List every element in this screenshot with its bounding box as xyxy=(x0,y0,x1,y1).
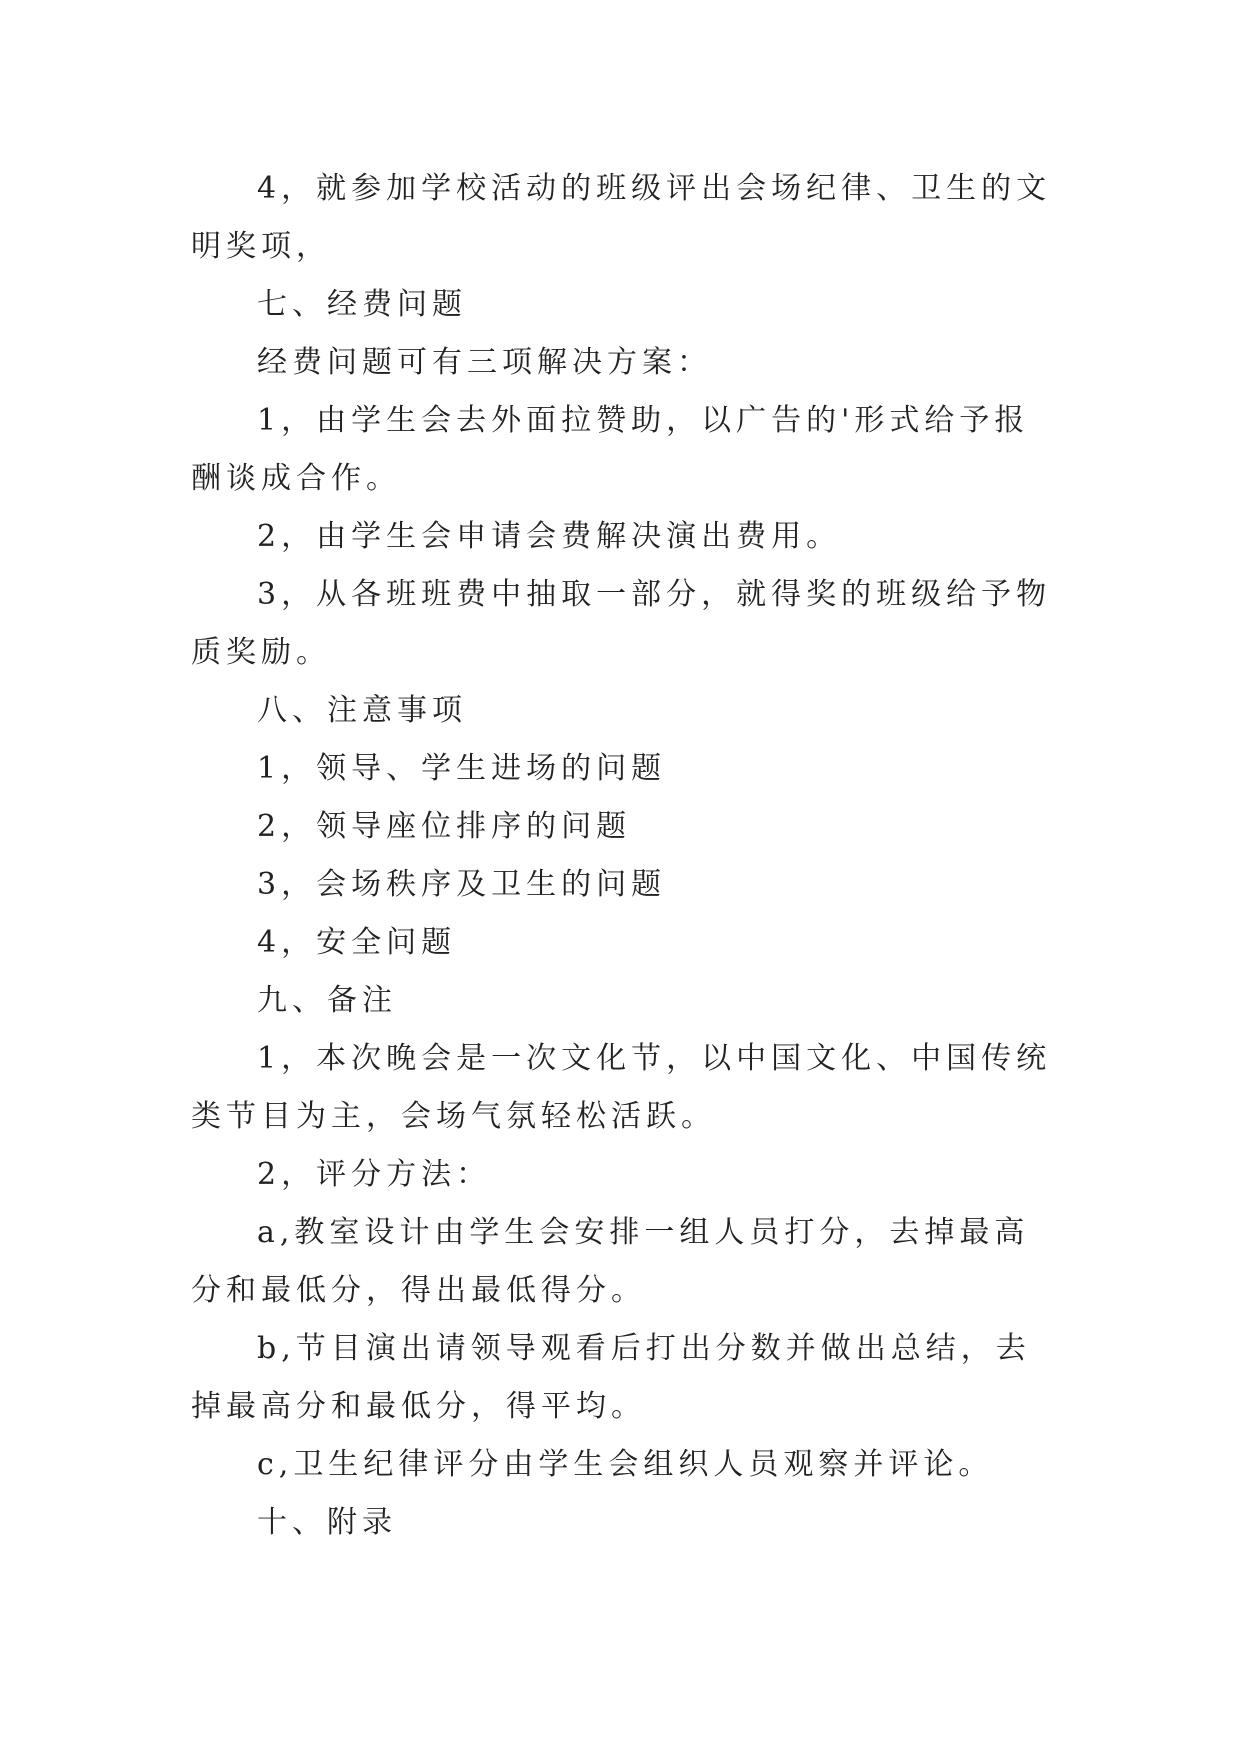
paragraph-item-4-awards: 4，就参加学校活动的班级评出会场纪律、卫生的文明奖项， xyxy=(191,171,1052,264)
paragraph-notes-item-2: 2，领导座位排序的问题 xyxy=(257,809,632,844)
paragraph-remarks-item-1: 1，本次晚会是一次文化节，以中国文化、中国传统类节目为主，会场气氛轻松活跃。 xyxy=(191,1041,1052,1134)
paragraph-funding-option-3: 3，从各班班费中抽取一部分，就得奖的班级给予物质奖励。 xyxy=(191,577,1052,670)
paragraph-funding-option-2: 2，由学生会申请会费解决演出费用。 xyxy=(257,519,842,554)
paragraph-notes-item-1: 1，领导、学生进场的问题 xyxy=(257,751,667,786)
section-heading-remarks: 九、备注 xyxy=(257,983,397,1018)
paragraph-scoring-c: c,卫生纪律评分由学生会组织人员观察并评论。 xyxy=(257,1447,994,1482)
paragraph-scoring-b: b,节目演出请领导观看后打出分数并做出总结，去掉最高分和最低分，得平均。 xyxy=(191,1331,1031,1424)
paragraph-scoring-a: a,教室设计由学生会安排一组人员打分，去掉最高分和最低分，得出最低得分。 xyxy=(191,1215,1030,1308)
paragraph-funding-intro: 经费问题可有三项解决方案： xyxy=(257,345,712,380)
paragraph-remarks-item-2: 2，评分方法： xyxy=(257,1157,492,1192)
paragraph-notes-item-4: 4，安全问题 xyxy=(257,925,457,960)
document-body xyxy=(191,160,1061,1552)
paragraph-funding-option-1: 1，由学生会去外面拉赞助，以广告的'形式给予报酬谈成合作。 xyxy=(191,403,1030,496)
section-heading-appendix: 十、附录 xyxy=(257,1505,397,1540)
section-heading-funding: 七、经费问题 xyxy=(257,287,467,322)
paragraph-notes-item-3: 3，会场秩序及卫生的问题 xyxy=(257,867,667,902)
section-heading-notes: 八、注意事项 xyxy=(257,693,467,728)
